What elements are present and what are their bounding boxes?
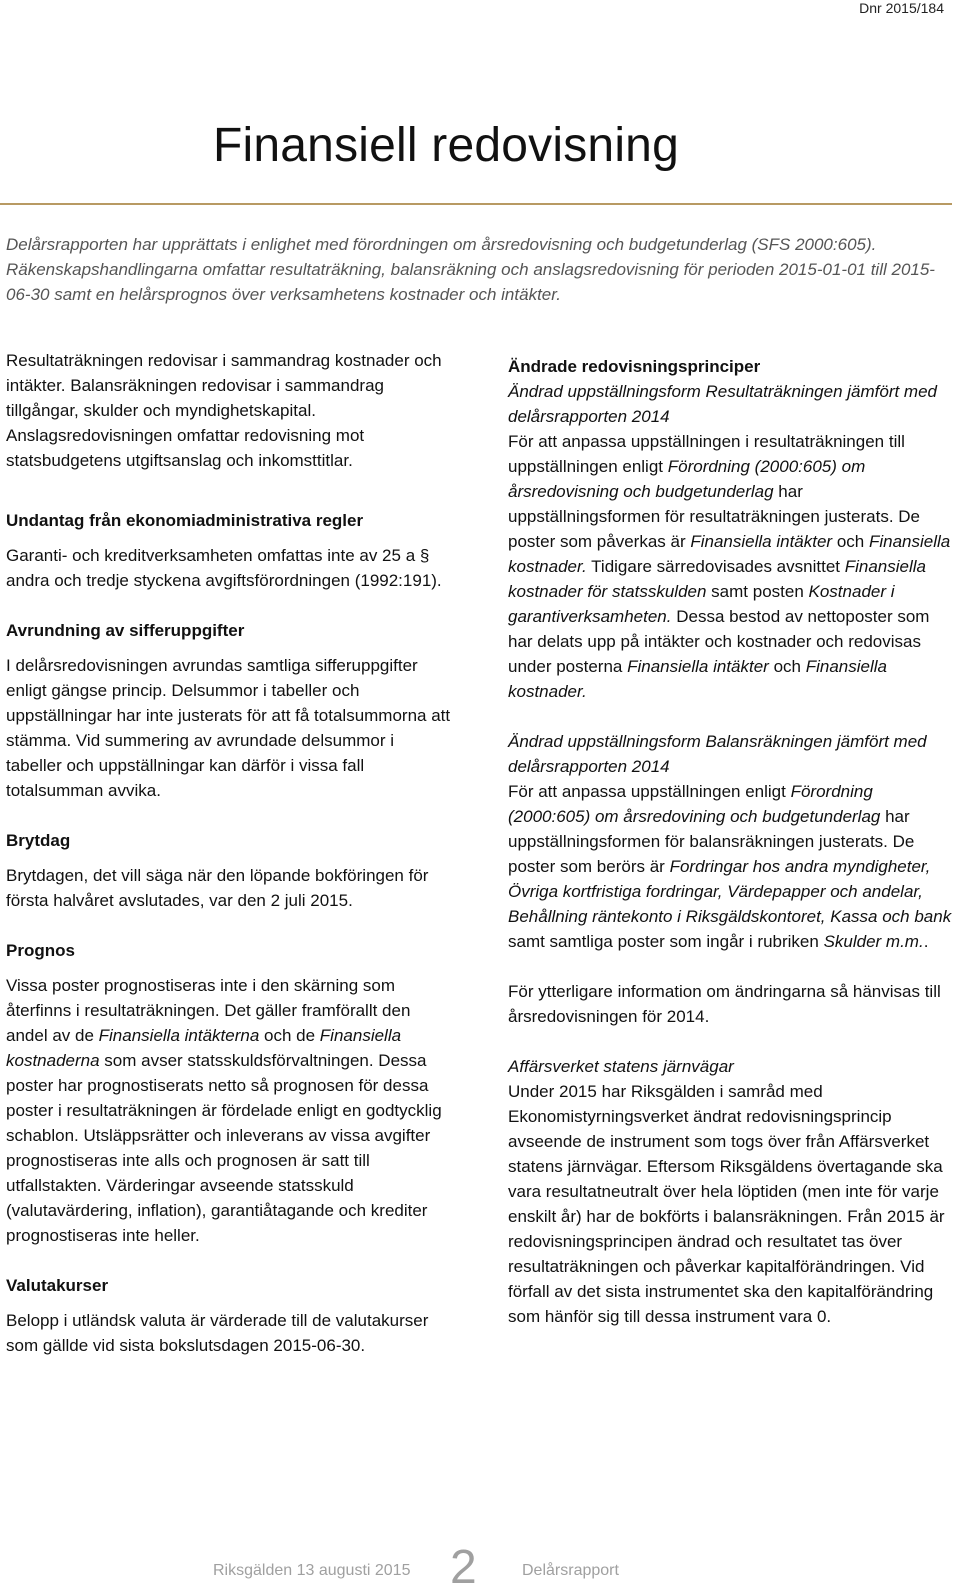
undantag-paragraph: Garanti- och kreditverksamheten omfattas inte av 25 a § andra och tredje styckena avgiftsförordningen (1992:191). xyxy=(6,546,442,590)
footer-org-date: Riksgälden 13 augusti 2015 xyxy=(213,1562,411,1579)
avrundning-paragraph: I delårsredovisningen avrundas samtliga sifferuppgifter enligt gängse princip. Delsummor i tabeller och uppställningar har inte justerats för att få totalsummorna att stämma. Vid summering av avrundade delsummor i tabeller och uppställningar kan därför i vissa fall totalsumman avvika. xyxy=(6,656,451,800)
heading-prognos: Prognos xyxy=(6,941,75,960)
footer-doc-type: Delårsrapport xyxy=(522,1562,619,1579)
heading-valutakurser: Valutakurser xyxy=(6,1276,109,1295)
heading-avrundning: Avrundning av sifferuppgifter xyxy=(6,621,245,640)
brytdag-paragraph: Brytdagen, det vill säga när den löpande bokföringen för första halvåret avslutades, var den 2 juli 2015. xyxy=(6,866,429,910)
title-divider xyxy=(0,203,952,205)
balansrakning-paragraph: För att anpassa uppställningen enligt Förordning (2000:605) om årsredovining och budgetunderlag har uppställningsformen för balansräkningen justerats. De poster som berörs är Fordringar hos andra myndigheter, Övriga kortfristiga fordringar, Värdepapper och andelar, Behållning räntekonto i Riksgäldskontoret, Kassa och bank samt samtliga poster som ingår i rubriken Skulder m.m.. xyxy=(508,782,952,951)
subheading-affarsverket: Affärsverket statens järnvägar xyxy=(508,1057,734,1076)
subheading-balansrakning: Ändrad uppställningsform Balansräkningen jämfört med delårsrapporten 2014 xyxy=(508,732,927,776)
page-footer xyxy=(0,1540,960,1594)
left-column xyxy=(6,348,454,1358)
heading-undantag: Undantag från ekonomiadministrativa regler xyxy=(6,511,364,530)
heading-brytdag: Brytdag xyxy=(6,831,71,850)
page-title: Finansiell redovisning xyxy=(213,119,679,172)
document-number: Dnr 2015/184 xyxy=(859,0,944,16)
page-number: 2 xyxy=(450,1541,477,1594)
heading-andrade-principer: Ändrade redovisningsprinciper xyxy=(508,357,761,376)
ytterligare-paragraph: För ytterligare information om ändringarna så hänvisas till årsredovisningen för 2014. xyxy=(508,982,941,1026)
right-column xyxy=(508,354,954,1329)
statements-paragraph: Resultaträkningen redovisar i sammandrag kostnader och intäkter. Balansräkningen redovisar i sammandrag tillgångar, skulder och myndighetskapital. Anslagsredovisningen omfattar redovisning mot statsbudgetens utgiftsanslag och inkomsttitlar. xyxy=(6,351,442,470)
intro-paragraph: Delårsrapporten har upprättats i enlighet med förordningen om årsredovisning och budgetunderlag (SFS 2000:605). Räkenskapshandlingarna omfattar resultaträkning, balansräkning och anslagsredovisning för perioden 2015-01-01 till 2015-06-30 samt en helårsprognos över verksamhetens kostnader och intäkter. xyxy=(6,235,935,304)
valuta-paragraph: Belopp i utländsk valuta är värderade till de valutakurser som gällde vid sista bokslutsdagen 2015-06-30. xyxy=(6,1311,429,1355)
prognos-paragraph: Vissa poster prognostiseras inte i den skärning som återfinns i resultaträkningen. Det gäller framförallt den andel av de Finansiella intäkterna och de Finansiella kostnaderna som avser statsskuldsförvaltningen. Dessa poster har prognostiserats netto så prognosen för dessa poster i resultaträkningen är fördelade enligt en godtycklig schablon. Utsläppsrätter och inleverans av vissa avgifter prognostiseras inte alls och prognosen är satt till utfallstakten. Värderingar avseende statsskuld (valutavärdering, inflation), garantiåtagande och krediter prognostiseras inte heller. xyxy=(6,976,442,1245)
affarsverket-paragraph: Under 2015 har Riksgälden i samråd med Ekonomistyrningsverket ändrat redovisningsprincip avseende de instrument som togs över från Affärsverket statens järnvägar. Eftersom Riksgäldens övertagande ska vara resultatneutralt över hela löptiden (men inte för varje enskilt år) har de bokförts i balansräkningen. Från 2015 är redovisningsprincipen ändrad och resultatet tas över resultaträkningen och påverkar kapitalförändringen. Vid förfall av det sista instrumentet ska den kapitalförändring som hänför sig till dessa instrument vara 0. xyxy=(508,1082,945,1326)
resultatrakning-paragraph: För att anpassa uppställningen i resultaträkningen till uppställningen enligt Förordning (2000:605) om årsredovisning och budgetunderlag har uppställningsformen för resultaträkningen justerats. De poster som påverkas är Finansiella intäkter och Finansiella kostnader. Tidigare särredovisades avsnittet Finansiella kostnader för statsskulden samt posten Kostnader i garantiverksamheten. Dessa bestod av nettoposter som har delats upp på intäkter och kostnader och redovisas under posterna Finansiella intäkter och Finansiella kostnader. xyxy=(508,432,951,701)
subheading-resultatrakning: Ändrad uppställningsform Resultaträkningen jämfört med delårsrapporten 2014 xyxy=(508,382,938,426)
